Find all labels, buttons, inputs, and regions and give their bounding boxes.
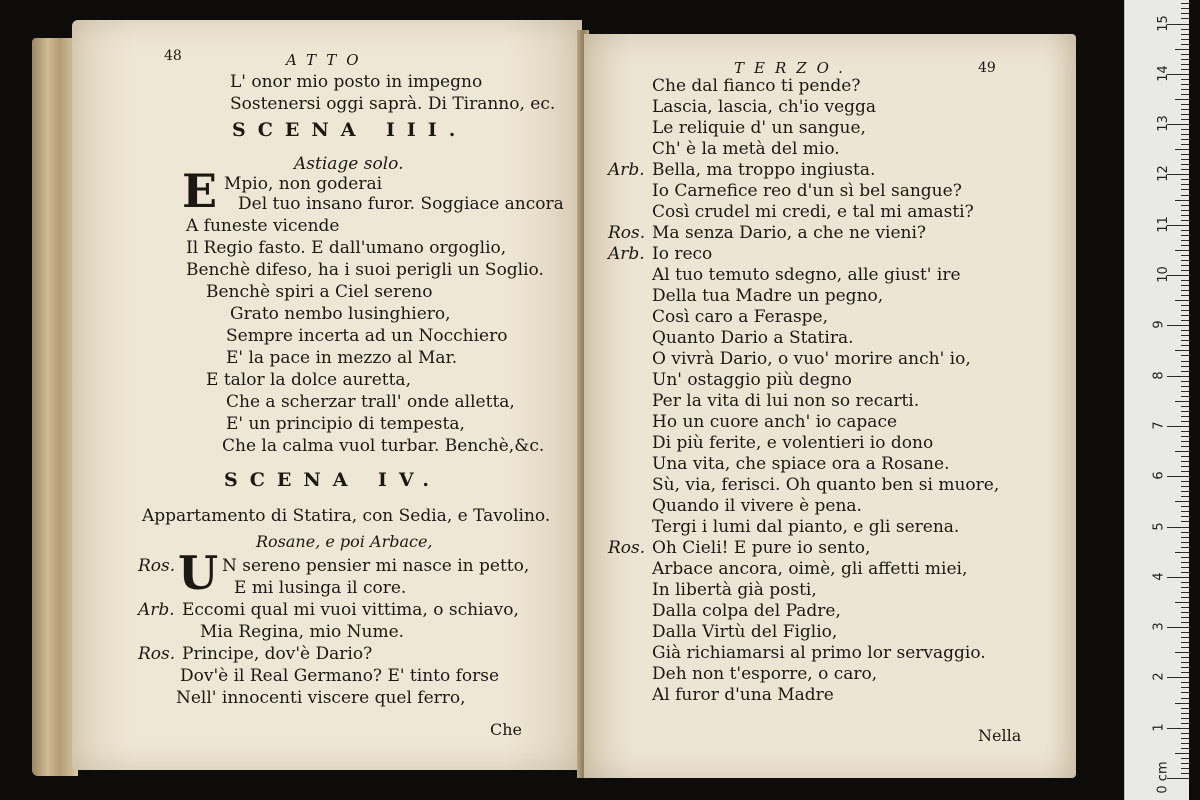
ruler-tick [1181, 340, 1189, 341]
text-line: Bella, ma troppo ingiusta. [652, 160, 876, 180]
ruler-tick [1181, 18, 1189, 19]
ruler-tick [1181, 184, 1189, 185]
ruler-tick [1181, 79, 1189, 80]
ruler-label: 3 [1151, 622, 1167, 631]
ruler-tick [1175, 501, 1189, 502]
text-line: Di più ferite, e volentieri io dono [652, 433, 934, 453]
ruler-tick [1181, 310, 1189, 311]
ruler-tick [1175, 49, 1189, 50]
ruler-tick [1181, 687, 1189, 688]
ruler-tick [1167, 577, 1189, 578]
ruler-label: 5 [1151, 521, 1167, 531]
ruler-tick [1181, 723, 1189, 724]
text-line: Così caro a Feraspe, [652, 307, 829, 327]
ruler-tick [1181, 657, 1189, 658]
text-line: Per la vita di lui non so recarti. [652, 391, 920, 411]
ruler-tick [1167, 376, 1189, 377]
text-line: Della tua Madre un pegno, [652, 286, 884, 306]
ruler-tick [1181, 607, 1189, 608]
ruler-tick [1181, 315, 1189, 316]
ruler-tick [1181, 220, 1189, 221]
text-line: Le reliquie d' un sangue, [652, 118, 866, 138]
ruler-tick [1181, 255, 1189, 256]
ruler-tick [1181, 34, 1189, 35]
stage-direction: Astiage solo. [294, 154, 404, 174]
drop-cap: E [182, 164, 218, 218]
ruler-tick [1181, 59, 1189, 60]
speaker-label: Ros. [608, 538, 646, 558]
text-line: Che dal fianco ti pende? [652, 76, 861, 96]
ruler-tick [1181, 481, 1189, 482]
ruler-tick [1167, 527, 1189, 528]
ruler-tick [1181, 547, 1189, 548]
text-line: Quando il vivere è pena. [652, 496, 862, 516]
ruler-tick [1181, 164, 1189, 165]
ruler-tick [1181, 733, 1189, 734]
ruler-tick [1181, 748, 1189, 749]
ruler-tick [1181, 295, 1189, 296]
ruler-tick [1175, 401, 1189, 402]
ruler-label: 8 [1151, 370, 1167, 380]
ruler-tick [1181, 8, 1189, 9]
text-line: Che a scherzar trall' onde alletta, [226, 392, 515, 412]
ruler-tick [1181, 622, 1189, 623]
ruler-tick [1175, 451, 1189, 452]
ruler-tick [1181, 567, 1189, 568]
ruler-label: 0 cm [1155, 761, 1171, 794]
ruler-tick [1181, 240, 1189, 241]
ruler-label: 6 [1151, 471, 1167, 480]
ruler-tick [1181, 662, 1189, 663]
text-line: Principe, dov'è Dario? [182, 644, 373, 664]
text-line: E' la pace in mezzo al Mar. [226, 348, 458, 368]
text-line: Benchè difeso, ha i suoi perigli un Soglio. [186, 260, 544, 280]
text-line: Sostenersi oggi saprà. Di Tiranno, ec. [230, 94, 556, 114]
left-page-number: 48 [164, 48, 182, 64]
text-line: Deh non t'esporre, o caro, [652, 664, 878, 684]
ruler-tick [1181, 265, 1189, 266]
ruler-tick [1181, 159, 1189, 160]
right-running-head: TERZO. [734, 59, 853, 77]
ruler-tick [1175, 250, 1189, 251]
ruler-tick [1181, 647, 1189, 648]
ruler-tick [1181, 189, 1189, 190]
ruler-label: 2 [1151, 672, 1167, 682]
ruler-tick [1175, 99, 1189, 100]
text-line: Ma senza Dario, a che ne vieni? [652, 223, 927, 243]
speaker-label: Ros. [138, 644, 176, 664]
ruler-tick [1175, 652, 1189, 653]
ruler-tick [1181, 195, 1189, 196]
ruler-tick [1181, 3, 1189, 4]
text-line: Tergi i lumi dal pianto, e gli serena. [652, 517, 960, 537]
ruler-tick [1181, 738, 1189, 739]
ruler-label: 15 [1155, 14, 1171, 32]
ruler-tick [1181, 521, 1189, 522]
text-line: Il Regio fasto. E dall'umano orgoglio, [186, 238, 507, 258]
ruler-tick [1167, 677, 1189, 678]
text-line: Sù, via, ferisci. Oh quanto ben si muore, [652, 475, 1000, 495]
ruler-tick [1181, 466, 1189, 467]
ruler-tick [1181, 537, 1189, 538]
ruler-tick [1167, 325, 1189, 326]
ruler-tick [1175, 350, 1189, 351]
ruler-tick [1181, 29, 1189, 30]
ruler-tick [1181, 471, 1189, 472]
ruler-tick [1175, 149, 1189, 150]
speaker-label: Arb. [608, 160, 645, 180]
text-line: Io Carnefice reo d'un sì bel sangue? [652, 181, 962, 201]
ruler-tick [1181, 270, 1189, 271]
text-line: Quanto Dario a Statira. [652, 328, 854, 348]
ruler-tick [1181, 119, 1189, 120]
ruler-tick [1181, 572, 1189, 573]
catchword: Che [490, 720, 523, 739]
ruler-tick [1181, 94, 1189, 95]
text-line: N sereno pensier mi nasce in petto, [222, 556, 530, 576]
ruler-tick [1181, 698, 1189, 699]
ruler-label: 7 [1151, 421, 1167, 430]
ruler-tick [1181, 718, 1189, 719]
text-line: Ch' è la metà del mio. [652, 139, 840, 159]
ruler-tick [1181, 758, 1189, 759]
text-line: Dalla Virtù del Figlio, [652, 622, 838, 642]
text-line: Io reco [652, 244, 713, 264]
ruler-tick [1181, 13, 1189, 14]
left-running-head: ATTO [286, 51, 369, 69]
ruler-tick [1175, 300, 1189, 301]
ruler-tick [1181, 411, 1189, 412]
ruler-tick [1181, 692, 1189, 693]
ruler-tick [1181, 64, 1189, 65]
text-line: Così crudel mi credi, e tal mi amasti? [652, 202, 974, 222]
ruler-tick [1181, 391, 1189, 392]
text-line: Già richiamarsi al primo lor servaggio. [652, 643, 986, 663]
ruler-label: 10 [1155, 266, 1171, 283]
ruler-tick [1167, 728, 1189, 729]
ruler-tick [1181, 562, 1189, 563]
right-page-number: 49 [978, 60, 996, 76]
ruler-tick [1181, 44, 1189, 45]
ruler-tick [1181, 335, 1189, 336]
text-line: A funeste vicende [186, 216, 340, 236]
text-line: Eccomi qual mi vuoi vittima, o schiavo, [182, 600, 519, 620]
ruler-tick [1167, 426, 1189, 427]
ruler-tick [1181, 773, 1189, 774]
ruler-tick [1181, 532, 1189, 533]
ruler-tick [1181, 235, 1189, 236]
ruler-tick [1181, 330, 1189, 331]
ruler-tick [1181, 210, 1189, 211]
ruler-tick [1175, 602, 1189, 603]
ruler-tick [1181, 139, 1189, 140]
text-line: O vivrà Dario, o vuo' morire anch' io, [652, 349, 971, 369]
ruler-tick [1181, 285, 1189, 286]
ruler-tick [1181, 672, 1189, 673]
ruler-tick [1181, 682, 1189, 683]
text-line: Una vita, che spiace ora a Rosane. [652, 454, 950, 474]
text-line: Dov'è il Real Germano? E' tinto forse [180, 666, 500, 686]
text-line: Nell' innocenti viscere quel ferro, [176, 688, 466, 708]
text-line: E talor la dolce auretta, [206, 370, 411, 390]
ruler-tick [1181, 129, 1189, 130]
text-line: Al tuo temuto sdegno, alle giust' ire [652, 265, 961, 285]
ruler-tick [1181, 144, 1189, 145]
ruler-tick [1167, 627, 1189, 628]
ruler-label: 13 [1155, 115, 1171, 132]
ruler-tick [1181, 245, 1189, 246]
ruler-tick [1181, 456, 1189, 457]
ruler-tick [1181, 587, 1189, 588]
drop-cap: U [178, 546, 219, 600]
ruler-tick [1181, 612, 1189, 613]
text-line: Un' ostaggio più degno [652, 370, 852, 390]
left-page [72, 20, 582, 770]
ruler-label: 1 [1151, 723, 1167, 732]
ruler-tick [1181, 371, 1189, 372]
ruler-tick [1181, 597, 1189, 598]
ruler-tick [1181, 511, 1189, 512]
ruler-tick [1181, 169, 1189, 170]
ruler-tick [1181, 446, 1189, 447]
ruler-tick [1181, 667, 1189, 668]
open-book [32, 20, 1082, 778]
catchword: Nella [978, 726, 1022, 745]
ruler-tick [1181, 305, 1189, 306]
text-line: Al furor d'una Madre [652, 685, 834, 705]
ruler-tick [1175, 753, 1189, 754]
right-page [584, 34, 1076, 778]
ruler-tick [1181, 345, 1189, 346]
ruler-label: 4 [1151, 572, 1167, 581]
ruler-tick [1181, 69, 1189, 70]
ruler-tick [1181, 104, 1189, 105]
ruler-tick [1181, 215, 1189, 216]
ruler-tick [1181, 557, 1189, 558]
text-line: Benchè spiri a Ciel sereno [206, 282, 433, 302]
ruler-tick [1181, 84, 1189, 85]
ruler-tick [1181, 617, 1189, 618]
text-line: Oh Cieli! E pure io sento, [652, 538, 871, 558]
ruler-tick [1181, 320, 1189, 321]
ruler-tick [1181, 386, 1189, 387]
speaker-label: Arb. [138, 600, 175, 620]
text-line: Arbace ancora, oimè, gli affetti miei, [652, 559, 968, 579]
ruler-tick [1181, 396, 1189, 397]
text-line: Sempre incerta ad un Nocchiero [226, 326, 508, 346]
text-line: E mi lusinga il core. [234, 578, 407, 598]
text-line: E' un principio di tempesta, [226, 414, 465, 434]
ruler-tick [1181, 592, 1189, 593]
ruler-tick [1175, 552, 1189, 553]
ruler-tick [1181, 114, 1189, 115]
ruler-tick [1181, 89, 1189, 90]
measuring-ruler [1124, 0, 1189, 800]
stage-direction: Rosane, e poi Arbace, [256, 532, 433, 551]
speaker-label: Arb. [608, 244, 645, 264]
ruler-tick [1181, 355, 1189, 356]
ruler-tick [1181, 642, 1189, 643]
speaker-label: Ros. [608, 223, 646, 243]
scene-setting: Appartamento di Statira, con Sedia, e Tavolino. [142, 506, 551, 526]
ruler-tick [1175, 703, 1189, 704]
text-line: Del tuo insano furor. Soggiace ancora [238, 194, 564, 214]
ruler-tick [1181, 436, 1189, 437]
ruler-label: 9 [1151, 320, 1167, 329]
ruler-tick [1181, 461, 1189, 462]
ruler-tick [1181, 109, 1189, 110]
text-line: L' onor mio posto in impegno [230, 72, 483, 92]
ruler-tick [1181, 743, 1189, 744]
ruler-tick [1181, 361, 1189, 362]
text-line: Dalla colpa del Padre, [652, 601, 841, 621]
ruler-tick [1175, 200, 1189, 201]
ruler-tick [1181, 416, 1189, 417]
ruler-tick [1181, 637, 1189, 638]
ruler-tick [1181, 516, 1189, 517]
text-line: In libertà già posti, [652, 580, 817, 600]
text-line: Che la calma vuol turbar. Benchè,&c. [222, 436, 545, 456]
ruler-tick [1181, 205, 1189, 206]
ruler-label: 11 [1155, 215, 1171, 233]
ruler-tick [1181, 134, 1189, 135]
ruler-tick [1181, 441, 1189, 442]
ruler-tick [1181, 406, 1189, 407]
ruler-tick [1181, 154, 1189, 155]
scene-heading: SCENA IV. [224, 469, 441, 491]
ruler-tick [1181, 230, 1189, 231]
ruler-tick [1181, 290, 1189, 291]
scene-heading: SCENA III. [232, 119, 468, 141]
ruler-tick [1181, 486, 1189, 487]
ruler-tick [1181, 763, 1189, 764]
ruler-tick [1181, 421, 1189, 422]
ruler-label: 14 [1155, 65, 1171, 82]
ruler-tick [1181, 366, 1189, 367]
speaker-label: Ros. [138, 556, 176, 576]
ruler-tick [1181, 491, 1189, 492]
ruler-tick [1181, 632, 1189, 633]
text-line: Lascia, lascia, ch'io vegga [652, 97, 877, 117]
ruler-tick [1181, 39, 1189, 40]
text-line: Mia Regina, mio Nume. [200, 622, 405, 642]
ruler-tick [1181, 54, 1189, 55]
text-line: Grato nembo lusinghiero, [230, 304, 451, 324]
ruler-tick [1181, 768, 1189, 769]
ruler-tick [1181, 381, 1189, 382]
text-line: Ho un cuore anch' io capace [652, 412, 898, 432]
ruler-tick [1181, 542, 1189, 543]
ruler-tick [1181, 582, 1189, 583]
ruler-tick [1181, 260, 1189, 261]
ruler-tick [1181, 506, 1189, 507]
ruler-tick [1181, 713, 1189, 714]
text-line: Mpio, non goderai [224, 174, 383, 194]
ruler-tick [1181, 431, 1189, 432]
ruler-tick [1167, 476, 1189, 477]
ruler-tick [1181, 496, 1189, 497]
ruler-tick [1181, 280, 1189, 281]
ruler-label: 12 [1155, 165, 1171, 183]
ruler-tick [1181, 179, 1189, 180]
ruler-tick [1181, 708, 1189, 709]
